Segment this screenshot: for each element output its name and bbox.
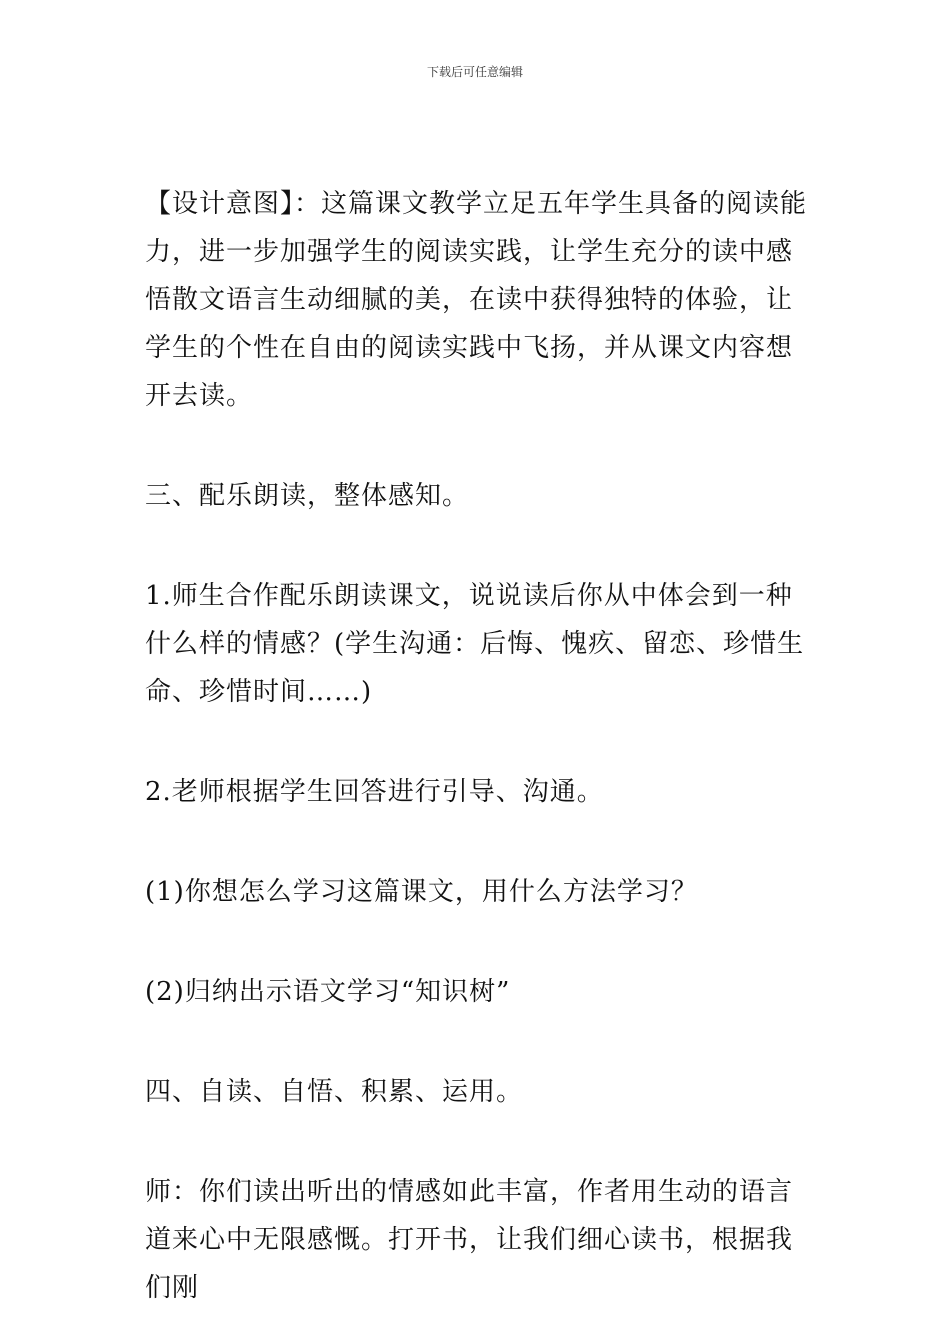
step-two-paragraph: 2.老师根据学生回答进行引导、沟通。 xyxy=(145,777,604,807)
sub-item-two: (2)归纳出示语文学习“知识树” xyxy=(145,977,511,1007)
design-intent-paragraph: 【设计意图】：这篇课文教学立足五年学生具备的阅读能力，进一步加强学生的阅读实践，让学生充分的读中感悟散文语言生动细腻的美，在读中获得独特的体验，让学生的个性在自由的阅读实践中飞扬，并从课文内容想开去读。 xyxy=(145,189,808,411)
document-body xyxy=(145,180,810,1312)
section-three-heading: 三、配乐朗读，整体感知。 xyxy=(145,481,470,511)
sub-item-one: (1)你想怎么学习这篇课文，用什么方法学习？ xyxy=(145,877,698,907)
step-one-paragraph: 1.师生合作配乐朗读课文，说说读后你从中体会到一种什么样的情感？(学生沟通：后悔、愧疚、留恋、珍惜生命、珍惜时间……) xyxy=(145,581,805,707)
section-four-heading: 四、自读、自悟、积累、运用。 xyxy=(145,1077,524,1107)
teacher-paragraph: 师：你们读出听出的情感如此丰富，作者用生动的语言道来心中无限感慨。打开书，让我们细心读书，根据我们刚 xyxy=(145,1177,794,1303)
page-header: 下载后可任意编辑 xyxy=(426,65,523,79)
